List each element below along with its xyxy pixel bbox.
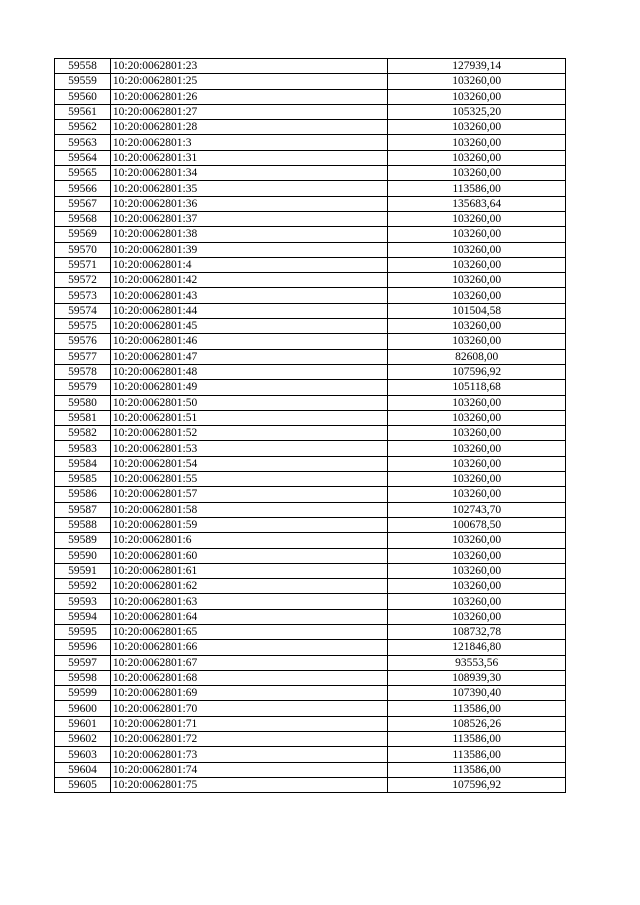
cadastral-number-cell: 10:20:0062801:52 — [110, 426, 387, 441]
row-number-cell: 59570 — [55, 242, 111, 257]
cadastral-value-cell: 100678,50 — [388, 517, 566, 532]
row-number-cell: 59565 — [55, 166, 111, 181]
row-number-cell: 59585 — [55, 472, 111, 487]
row-number-cell: 59598 — [55, 670, 111, 685]
table-row — [55, 303, 566, 318]
table-row — [55, 410, 566, 425]
cadastral-number-cell: 10:20:0062801:57 — [110, 487, 387, 502]
cadastral-number-cell: 10:20:0062801:71 — [110, 716, 387, 731]
cadastral-value-cell: 107596,92 — [388, 777, 566, 792]
table-row — [55, 288, 566, 303]
table-row — [55, 533, 566, 548]
table-row — [55, 640, 566, 655]
table-row — [55, 716, 566, 731]
cadastral-value-cell: 103260,00 — [388, 487, 566, 502]
table-row — [55, 670, 566, 685]
table-row — [55, 227, 566, 242]
cadastral-number-cell: 10:20:0062801:46 — [110, 334, 387, 349]
cadastral-value-cell: 103260,00 — [388, 257, 566, 272]
row-number-cell: 59601 — [55, 716, 111, 731]
cadastral-value-cell: 103260,00 — [388, 211, 566, 226]
row-number-cell: 59587 — [55, 502, 111, 517]
table-row — [55, 609, 566, 624]
cadastral-number-cell: 10:20:0062801:48 — [110, 364, 387, 379]
cadastral-number-cell: 10:20:0062801:45 — [110, 319, 387, 334]
cadastral-value-cell: 113586,00 — [388, 701, 566, 716]
row-number-cell: 59567 — [55, 196, 111, 211]
cadastral-value-cell: 105118,68 — [388, 380, 566, 395]
row-number-cell: 59600 — [55, 701, 111, 716]
table-row — [55, 472, 566, 487]
cadastral-value-cell: 103260,00 — [388, 74, 566, 89]
row-number-cell: 59562 — [55, 120, 111, 135]
table-row — [55, 150, 566, 165]
cadastral-value-cell: 103260,00 — [388, 334, 566, 349]
cadastral-number-cell: 10:20:0062801:69 — [110, 686, 387, 701]
cadastral-number-cell: 10:20:0062801:42 — [110, 273, 387, 288]
cadastral-number-cell: 10:20:0062801:37 — [110, 211, 387, 226]
row-number-cell: 59590 — [55, 548, 111, 563]
cadastral-value-cell: 103260,00 — [388, 395, 566, 410]
table-row — [55, 548, 566, 563]
cadastral-number-cell: 10:20:0062801:51 — [110, 410, 387, 425]
row-number-cell: 59592 — [55, 579, 111, 594]
cadastral-value-cell: 107596,92 — [388, 364, 566, 379]
table-row — [55, 211, 566, 226]
cadastral-value-cell: 113586,00 — [388, 762, 566, 777]
cadastral-value-cell: 103260,00 — [388, 410, 566, 425]
cadastral-number-cell: 10:20:0062801:4 — [110, 257, 387, 272]
row-number-cell: 59604 — [55, 762, 111, 777]
cadastral-number-cell: 10:20:0062801:35 — [110, 181, 387, 196]
row-number-cell: 59603 — [55, 747, 111, 762]
cadastral-number-cell: 10:20:0062801:58 — [110, 502, 387, 517]
cadastral-value-cell: 103260,00 — [388, 120, 566, 135]
table-row — [55, 242, 566, 257]
cadastral-value-cell: 103260,00 — [388, 166, 566, 181]
cadastral-value-cell: 105325,20 — [388, 104, 566, 119]
cadastral-value-cell: 135683,64 — [388, 196, 566, 211]
row-number-cell: 59588 — [55, 517, 111, 532]
cadastral-value-cell: 93553,56 — [388, 655, 566, 670]
cadastral-number-cell: 10:20:0062801:27 — [110, 104, 387, 119]
cadastral-value-cell: 107390,40 — [388, 686, 566, 701]
table-row — [55, 395, 566, 410]
row-number-cell: 59559 — [55, 74, 111, 89]
table-row — [55, 502, 566, 517]
cadastral-number-cell: 10:20:0062801:49 — [110, 380, 387, 395]
cadastral-value-cell: 127939,14 — [388, 59, 566, 74]
table-row — [55, 104, 566, 119]
cadastral-value-cell: 103260,00 — [388, 609, 566, 624]
cadastral-number-cell: 10:20:0062801:44 — [110, 303, 387, 318]
table-row — [55, 196, 566, 211]
cadastral-number-cell: 10:20:0062801:60 — [110, 548, 387, 563]
cadastral-number-cell: 10:20:0062801:74 — [110, 762, 387, 777]
row-number-cell: 59584 — [55, 456, 111, 471]
cadastral-value-cell: 108939,30 — [388, 670, 566, 685]
cadastral-number-cell: 10:20:0062801:50 — [110, 395, 387, 410]
row-number-cell: 59594 — [55, 609, 111, 624]
cadastral-value-cell: 82608,00 — [388, 349, 566, 364]
table-row — [55, 89, 566, 104]
row-number-cell: 59580 — [55, 395, 111, 410]
cadastral-value-cell: 103260,00 — [388, 472, 566, 487]
row-number-cell: 59596 — [55, 640, 111, 655]
cadastral-value-cell: 103260,00 — [388, 533, 566, 548]
table-row — [55, 319, 566, 334]
row-number-cell: 59605 — [55, 777, 111, 792]
cadastral-number-cell: 10:20:0062801:36 — [110, 196, 387, 211]
cadastral-value-cell: 103260,00 — [388, 273, 566, 288]
table-row — [55, 594, 566, 609]
table-row — [55, 181, 566, 196]
row-number-cell: 59561 — [55, 104, 111, 119]
row-number-cell: 59583 — [55, 441, 111, 456]
row-number-cell: 59566 — [55, 181, 111, 196]
row-number-cell: 59574 — [55, 303, 111, 318]
cadastral-number-cell: 10:20:0062801:73 — [110, 747, 387, 762]
table-row — [55, 74, 566, 89]
cadastral-value-cell: 103260,00 — [388, 150, 566, 165]
cadastral-number-cell: 10:20:0062801:68 — [110, 670, 387, 685]
row-number-cell: 59589 — [55, 533, 111, 548]
cadastral-number-cell: 10:20:0062801:62 — [110, 579, 387, 594]
cadastral-value-cell: 113586,00 — [388, 747, 566, 762]
row-number-cell: 59558 — [55, 59, 111, 74]
cadastral-number-cell: 10:20:0062801:66 — [110, 640, 387, 655]
row-number-cell: 59564 — [55, 150, 111, 165]
cadastral-number-cell: 10:20:0062801:31 — [110, 150, 387, 165]
cadastral-number-cell: 10:20:0062801:63 — [110, 594, 387, 609]
table-row — [55, 349, 566, 364]
row-number-cell: 59573 — [55, 288, 111, 303]
cadastral-number-cell: 10:20:0062801:43 — [110, 288, 387, 303]
row-number-cell: 59572 — [55, 273, 111, 288]
table-row — [55, 701, 566, 716]
table-row — [55, 686, 566, 701]
table-row — [55, 732, 566, 747]
cadastral-value-cell: 103260,00 — [388, 594, 566, 609]
cadastral-number-cell: 10:20:0062801:75 — [110, 777, 387, 792]
table-row — [55, 487, 566, 502]
table-row — [55, 380, 566, 395]
cadastral-number-cell: 10:20:0062801:55 — [110, 472, 387, 487]
row-number-cell: 59569 — [55, 227, 111, 242]
table-body — [55, 59, 566, 793]
row-number-cell: 59578 — [55, 364, 111, 379]
cadastral-number-cell: 10:20:0062801:34 — [110, 166, 387, 181]
cadastral-number-cell: 10:20:0062801:3 — [110, 135, 387, 150]
cadastral-value-cell: 103260,00 — [388, 135, 566, 150]
cadastral-number-cell: 10:20:0062801:23 — [110, 59, 387, 74]
cadastral-value-cell: 103260,00 — [388, 288, 566, 303]
table-row — [55, 135, 566, 150]
cadastral-value-cell: 108732,78 — [388, 624, 566, 639]
row-number-cell: 59581 — [55, 410, 111, 425]
cadastral-value-cell: 103260,00 — [388, 227, 566, 242]
cadastral-value-cell: 103260,00 — [388, 579, 566, 594]
table-row — [55, 762, 566, 777]
cadastral-value-cell: 103260,00 — [388, 441, 566, 456]
cadastral-number-cell: 10:20:0062801:53 — [110, 441, 387, 456]
table-row — [55, 120, 566, 135]
table-row — [55, 364, 566, 379]
cadastral-value-cell: 113586,00 — [388, 732, 566, 747]
table-row — [55, 257, 566, 272]
cadastral-value-cell: 103260,00 — [388, 456, 566, 471]
cadastral-value-table — [54, 58, 566, 793]
row-number-cell: 59582 — [55, 426, 111, 441]
row-number-cell: 59577 — [55, 349, 111, 364]
cadastral-value-cell: 103260,00 — [388, 563, 566, 578]
table-row — [55, 426, 566, 441]
table-row — [55, 441, 566, 456]
table-row — [55, 166, 566, 181]
cadastral-number-cell: 10:20:0062801:65 — [110, 624, 387, 639]
row-number-cell: 59579 — [55, 380, 111, 395]
row-number-cell: 59568 — [55, 211, 111, 226]
table-row — [55, 777, 566, 792]
cadastral-value-cell: 121846,80 — [388, 640, 566, 655]
cadastral-value-cell: 113586,00 — [388, 181, 566, 196]
cadastral-number-cell: 10:20:0062801:38 — [110, 227, 387, 242]
table-row — [55, 563, 566, 578]
cadastral-value-cell: 103260,00 — [388, 426, 566, 441]
table-row — [55, 59, 566, 74]
cadastral-number-cell: 10:20:0062801:28 — [110, 120, 387, 135]
table-row — [55, 747, 566, 762]
table-row — [55, 517, 566, 532]
row-number-cell: 59571 — [55, 257, 111, 272]
cadastral-value-cell: 103260,00 — [388, 242, 566, 257]
row-number-cell: 59599 — [55, 686, 111, 701]
row-number-cell: 59576 — [55, 334, 111, 349]
cadastral-number-cell: 10:20:0062801:39 — [110, 242, 387, 257]
cadastral-number-cell: 10:20:0062801:54 — [110, 456, 387, 471]
cadastral-number-cell: 10:20:0062801:6 — [110, 533, 387, 548]
cadastral-value-cell: 108526,26 — [388, 716, 566, 731]
row-number-cell: 59560 — [55, 89, 111, 104]
cadastral-value-cell: 103260,00 — [388, 319, 566, 334]
table-row — [55, 579, 566, 594]
row-number-cell: 59563 — [55, 135, 111, 150]
table-row — [55, 655, 566, 670]
cadastral-value-cell: 103260,00 — [388, 89, 566, 104]
table-row — [55, 334, 566, 349]
cadastral-number-cell: 10:20:0062801:67 — [110, 655, 387, 670]
cadastral-value-cell: 103260,00 — [388, 548, 566, 563]
cadastral-value-cell: 101504,58 — [388, 303, 566, 318]
row-number-cell: 59597 — [55, 655, 111, 670]
cadastral-number-cell: 10:20:0062801:26 — [110, 89, 387, 104]
cadastral-value-cell: 102743,70 — [388, 502, 566, 517]
row-number-cell: 59591 — [55, 563, 111, 578]
cadastral-number-cell: 10:20:0062801:70 — [110, 701, 387, 716]
row-number-cell: 59602 — [55, 732, 111, 747]
cadastral-number-cell: 10:20:0062801:25 — [110, 74, 387, 89]
cadastral-number-cell: 10:20:0062801:72 — [110, 732, 387, 747]
row-number-cell: 59593 — [55, 594, 111, 609]
row-number-cell: 59575 — [55, 319, 111, 334]
table-row — [55, 624, 566, 639]
row-number-cell: 59586 — [55, 487, 111, 502]
cadastral-number-cell: 10:20:0062801:64 — [110, 609, 387, 624]
cadastral-number-cell: 10:20:0062801:59 — [110, 517, 387, 532]
cadastral-number-cell: 10:20:0062801:47 — [110, 349, 387, 364]
cadastral-number-cell: 10:20:0062801:61 — [110, 563, 387, 578]
table-row — [55, 273, 566, 288]
table-row — [55, 456, 566, 471]
row-number-cell: 59595 — [55, 624, 111, 639]
